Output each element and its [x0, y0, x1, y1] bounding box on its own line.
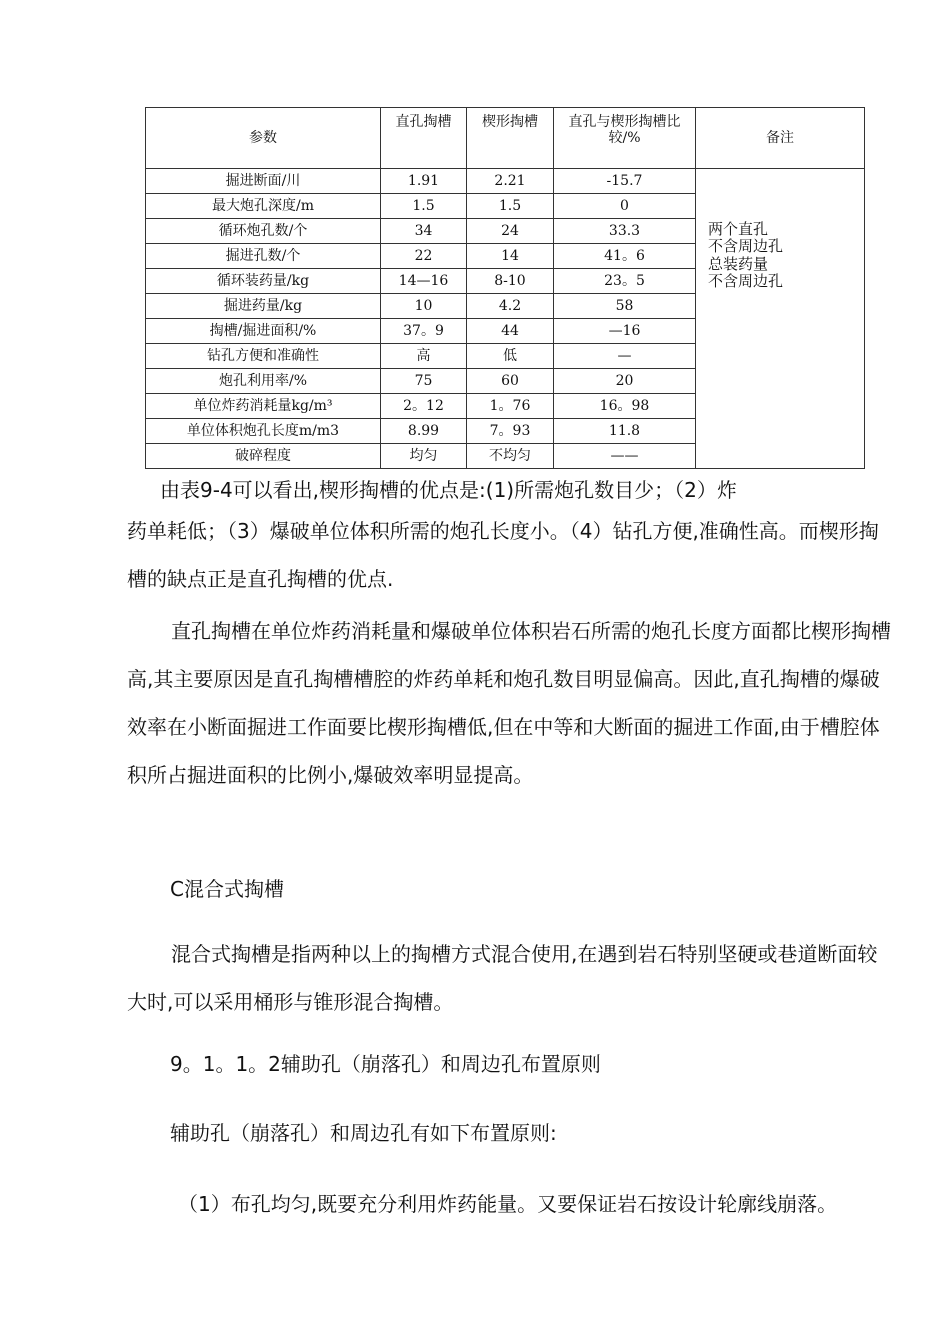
table-cell: 11.8 [554, 419, 696, 444]
table-cell: 炮孔利用率/% [146, 369, 381, 394]
table-cell: 循环炮孔数/个 [146, 219, 381, 244]
table-cell: 23。5 [554, 269, 696, 294]
table-cell: 22 [381, 244, 467, 269]
table-cell: 掏槽/掘进面积/% [146, 319, 381, 344]
table-header-row [146, 108, 865, 169]
table-cell: 44 [467, 319, 554, 344]
note-line: 不含周边孔 [708, 237, 784, 256]
table-cell: 14 [467, 244, 554, 269]
table-cell: 37。9 [381, 319, 467, 344]
table-cell: 均匀 [381, 444, 467, 469]
table-cell: 8.99 [381, 419, 467, 444]
note-line: 总装药量 [708, 254, 769, 273]
table-row [146, 169, 865, 194]
table-cell: 低 [467, 344, 554, 369]
table-cell: —16 [554, 319, 696, 344]
table-cell: 8-10 [467, 269, 554, 294]
table-cell: 单位炸药消耗量kg/m³ [146, 394, 381, 419]
table-cell: 钻孔方便和准确性 [146, 344, 381, 369]
table-cell: 14—16 [381, 269, 467, 294]
table-cell: 34 [381, 219, 467, 244]
table-cell: 高 [381, 344, 467, 369]
para-1-rest: 药单耗低；（3）爆破单位体积所需的炮孔长度小。（4）钻孔方便,准确性高。而楔形掏槽的缺点正是直孔掏槽的优点. [127, 519, 879, 591]
table-cell: 7。93 [467, 419, 554, 444]
table-cell: 最大炮孔深度/m [146, 194, 381, 219]
table-cell: 不均匀 [467, 444, 554, 469]
table-cell: 75 [381, 369, 467, 394]
table-cell: 1.5 [467, 194, 554, 219]
table-cell: 2.21 [467, 169, 554, 194]
table-cell: 33.3 [554, 219, 696, 244]
heading-9-1-1-2: 9。1。1。2辅助孔（崩落孔）和周边孔布置原则 [170, 1052, 601, 1076]
table-cell: 单位体积炮孔长度m/m3 [146, 419, 381, 444]
table-cell: -15.7 [554, 169, 696, 194]
para-3: 混合式掏槽是指两种以上的掏槽方式混合使用,在遇到岩石特别坚硬或巷道断面较大时,可以采用桶形与锥形混合掏槽。 [127, 942, 878, 1014]
note-line: 不含周边孔 [708, 271, 784, 290]
para-1-first-line: 由表9-4可以看出,楔形掏槽的优点是:(1)所需炮孔数目少；（2）炸 [160, 478, 737, 502]
table-cell: 掘进药量/kg [146, 294, 381, 319]
table-cell: 循环装药量/kg [146, 269, 381, 294]
table-cell: 41。6 [554, 244, 696, 269]
header-note: 备注 [696, 108, 865, 169]
para-5: （1）布孔均匀,既要充分利用炸药能量。又要保证岩石按设计轮廓线崩落。 [178, 1192, 838, 1216]
table-cell: —— [554, 444, 696, 469]
table-cell: 2。12 [381, 394, 467, 419]
para-4: 辅助孔（崩落孔）和周边孔有如下布置原则: [170, 1121, 557, 1145]
header-param: 参数 [146, 108, 381, 169]
table-cell: 60 [467, 369, 554, 394]
table-cell: 20 [554, 369, 696, 394]
table-cell: 24 [467, 219, 554, 244]
table-cell: 1.5 [381, 194, 467, 219]
notes-cell [696, 169, 865, 469]
para-2: 直孔掏槽在单位炸药消耗量和爆破单位体积岩石所需的炮孔长度方面都比楔形掏槽高,其主要原因是直孔掏槽槽腔的炸药单耗和炮孔数目明显偏高。因此,直孔掏槽的爆破效率在小断面掘进工作面要比楔形掏槽低,但在中等和大断面的掘进工作面,由于槽腔体积所占掘进面积的比例小,爆破效率明显提高。 [127, 619, 891, 787]
table-cell: — [554, 344, 696, 369]
table-cell: 破碎程度 [146, 444, 381, 469]
table-cell: 1。76 [467, 394, 554, 419]
note-line: 两个直孔 [708, 220, 769, 238]
table-cell: 掘进孔数/个 [146, 244, 381, 269]
table-cell: 58 [554, 294, 696, 319]
parameter-table [145, 107, 865, 469]
heading-c: C混合式掏槽 [170, 877, 284, 901]
table-cell: 16。98 [554, 394, 696, 419]
header-straight: 直孔掏槽 [381, 108, 467, 169]
table-cell: 4.2 [467, 294, 554, 319]
table-cell: 掘进断面/川 [146, 169, 381, 194]
table-cell: 10 [381, 294, 467, 319]
header-wedge: 楔形掏槽 [467, 108, 554, 169]
table-cell: 1.91 [381, 169, 467, 194]
table-cell: 0 [554, 194, 696, 219]
header-compare: 直孔与楔形掏槽比较/% [554, 108, 696, 169]
